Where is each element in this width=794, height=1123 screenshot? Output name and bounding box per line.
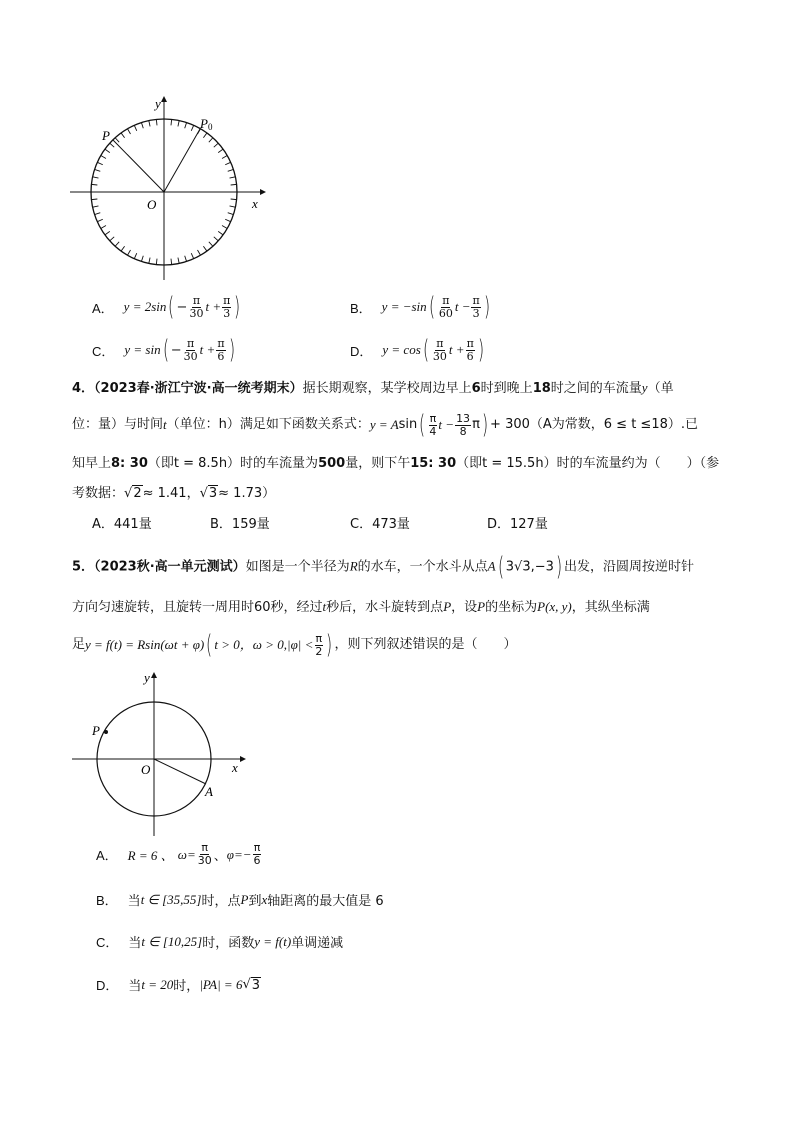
clock-tick [134,253,136,258]
clock-tick [203,246,207,251]
fig1-y-label: y [155,96,161,111]
clock-tick [105,231,110,235]
clock-tick [156,119,157,125]
q4-line-2: 位：量）与时间 t （单位：h）满足如下函数关系式： y = A sin ( $\frac{\pi}{4}$ t − $\frac{13}{8}$ π ) + 300（A为常数，6 ≤ t ≤18）.已 [72,410,699,440]
clock-tick [191,253,193,258]
clock-tick [218,149,223,153]
clock-tick [231,199,237,200]
clock-tick [93,177,99,178]
clock-tick [191,125,193,130]
clock-tick [228,169,234,171]
clock-tick [97,162,102,164]
q3-option-b[interactable]: B． y = −sin ( $\frac{\pi}{60}$ t − $\frac{\pi}{3}$ ) [350,292,490,322]
q3-option-c[interactable]: C． y = sin ( − $\frac{\pi}{30}$ t + $\frac{\pi}{6}$ ) [92,335,235,365]
q4-option-a[interactable]: A．441量 [92,517,152,532]
clock-tick [93,206,99,207]
clock-tick [222,156,227,159]
clock-tick [141,256,143,262]
clock-tick [228,213,234,215]
q5-option-c[interactable]: C． 当 t ∈ [10,25] 时，函数 y = f(t) 单调递减 [96,933,344,951]
fig2-p-label: P [92,723,100,738]
clock-tick [225,219,230,221]
clock-tick [101,156,106,159]
clock-tick [214,237,218,241]
clock-tick [185,123,187,129]
q4-option-d[interactable]: D．127量 [487,517,548,532]
clock-tick [209,242,213,246]
clock-tick [101,226,106,229]
q5-line-2: 方向匀速旋转，且旋转一周用时60秒，经过t秒后，水斗旋转到点P，设P的坐标为P(x, y)，其纵坐标满 [72,599,650,615]
q4-option-c[interactable]: C．473量 [350,517,410,532]
clock-tick [230,177,236,178]
clock-tick [110,237,114,241]
q4-line-3: 知早上8: 30（即t = 8.5h）时的车流量为500量，则下午15: 30（即t = 15.5h）时的车流量约为（ ）（参 [72,456,720,471]
q5-option-a[interactable]: A． R = 6 、 ω= $\frac{\pi}{30}$ 、 φ=− $\frac{\pi}{6}$ [96,841,261,867]
clock-tick [105,149,110,153]
clock-tick [149,121,150,127]
fig2-a-label: A [205,784,213,799]
q5-line-3: 足 y = f(t) = R sin(ωt + φ) ( t > 0，ω > 0,|φ| < $\frac{\pi}{2}$ ) ，则下列叙述错误的是（ ） [72,630,517,660]
fig1-p-label: P [102,128,110,143]
clock-tick [231,184,237,185]
q3-option-a[interactable]: A． y = 2sin ( − $\frac{\pi}{30}$ t + $\frac{\pi}{3}$ ) [92,292,241,322]
clock-tick [121,246,125,251]
clock-tick [171,119,172,125]
clock-tick [134,125,136,130]
clock-tick [178,258,179,264]
clock-tick [95,213,101,215]
clock-tick [171,259,172,265]
clock-tick [121,133,125,138]
q4-option-b[interactable]: B．159量 [210,517,270,532]
clock-tick [91,199,97,200]
fig1-p0-label: P0 [200,116,213,132]
q4-line-1: 4．（2023春·浙江宁波·高一统考期末）据长期观察，某学校周边早上6时到晚上18时之间的车流量y（单 [72,380,674,396]
fig2-y-label: y [144,670,150,685]
figure-water-wheel [60,664,260,840]
figure-clock-circle [60,90,280,290]
clock-tick [209,138,213,142]
q5-line-1: 5．（2023秋·高一单元测试）如图是一个半径为R的水车，一个水斗从点A( 3√3,−3) 出发，沿圆周按逆时针 [72,552,695,582]
clock-tick [203,133,207,138]
clock-tick [218,231,223,235]
q4-line-4: 考数据：√2≈ 1.41，√3≈ 1.73） [72,486,276,501]
q5-option-b[interactable]: B． 当 t ∈ [35,55] 时，点 P 到 x 轴距离的最大值是 6 [96,891,384,909]
fig2-origin-label: O [141,762,151,777]
fig1-x-label: x [252,196,258,211]
fig2-x-label: x [232,760,238,775]
clock-tick [156,259,157,265]
clock-tick [230,206,236,207]
clock-tick [115,138,119,142]
fig1-origin-label: O [147,197,157,212]
clock-tick [185,256,187,262]
q3-option-d[interactable]: D． y = cos ( $\frac{\pi}{30}$ t + $\frac{\pi}{6}$ ) [350,335,484,365]
clock-tick [91,184,97,185]
clock-tick [149,258,150,264]
clock-tick [222,226,227,229]
clock-tick [128,250,131,255]
clock-tick [178,121,179,127]
clock-tick [115,242,119,246]
clock-tick [95,169,101,171]
clock-tick [128,129,131,134]
clock-tick [225,162,230,164]
clock-tick [110,143,114,147]
clock-tick [97,219,102,221]
clock-tick [198,250,201,255]
q5-option-d[interactable]: D． 当 t = 20 时， |PA| = 6 √ 3 [96,976,261,994]
clock-tick [214,143,218,147]
clock-tick [141,123,143,129]
